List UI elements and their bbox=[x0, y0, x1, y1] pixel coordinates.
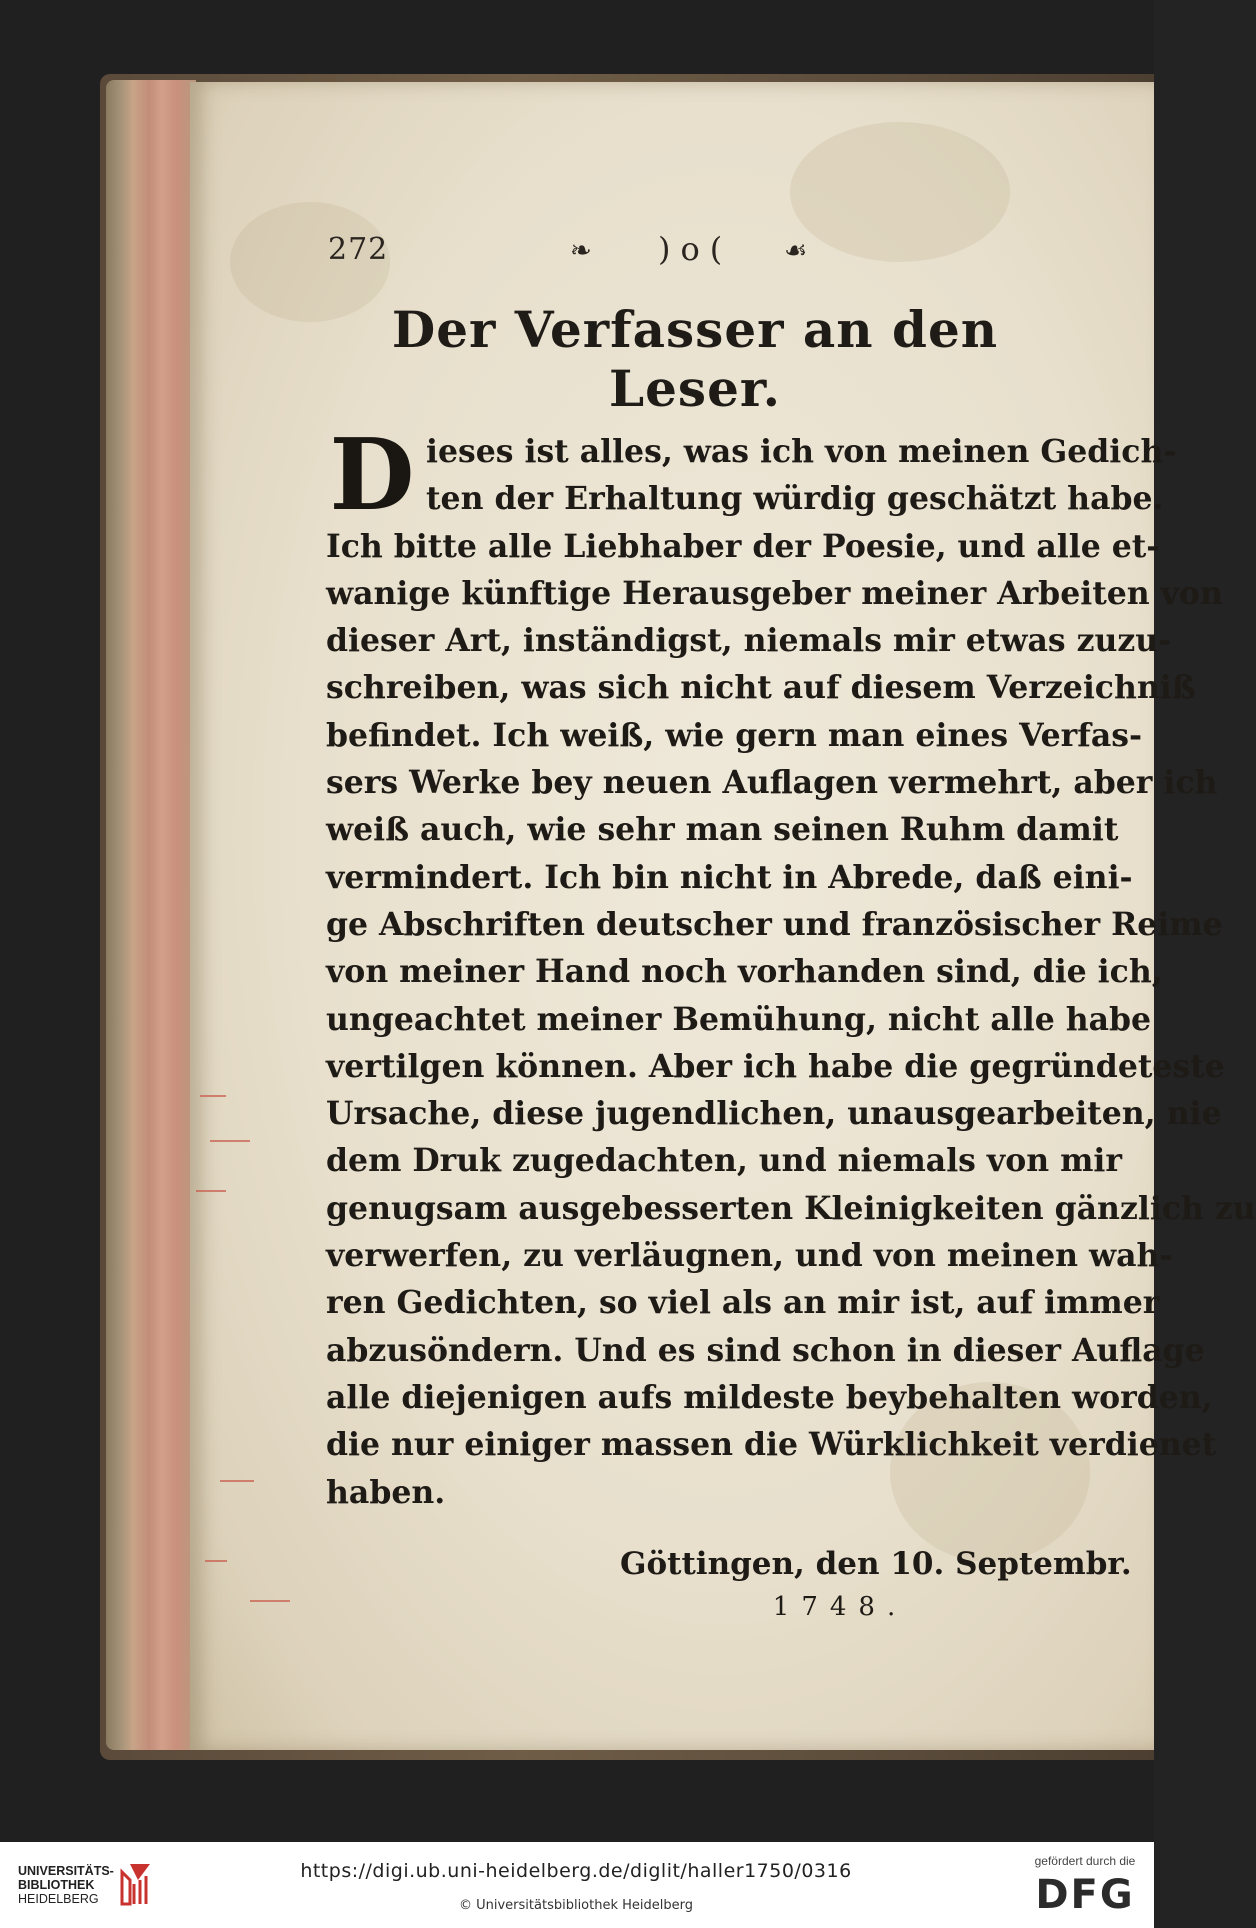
text-line: genugsam ausgebesserten Kleinigkeiten gänzlich zu bbox=[326, 1189, 1256, 1227]
dfg-logo: DFG bbox=[1035, 1872, 1135, 1918]
library-name-line-1: UNIVERSITÄTS- bbox=[18, 1864, 114, 1878]
body-text bbox=[326, 418, 1256, 1516]
library-name-line-2: BIBLIOTHEK bbox=[18, 1878, 95, 1892]
text-line: alle diejenigen aufs mildeste beybehalten worden, bbox=[326, 1378, 1213, 1416]
text-line: befindet. Ich weiß, wie gern man eines Verfas- bbox=[326, 716, 1143, 754]
signature-line: Göttingen, den 10. Septembr. bbox=[620, 1546, 1132, 1582]
copyright-notice: © Universitätsbibliothek Heidelberg bbox=[458, 1898, 693, 1913]
text-line: ge Abschriften deutscher und französischer Reime bbox=[326, 905, 1223, 943]
left-ornament-icon: ❧ bbox=[570, 236, 592, 266]
right-ornament-icon: ☙ bbox=[784, 236, 808, 266]
red-fleck bbox=[210, 1140, 250, 1142]
library-name-line-3: HEIDELBERG bbox=[18, 1892, 99, 1906]
text-line: von meiner Hand noch vorhanden sind, die ich, bbox=[326, 953, 1163, 991]
text-line: die nur einiger massen die Würklichkeit verdienet bbox=[326, 1426, 1217, 1464]
drop-cap: D bbox=[329, 418, 415, 533]
sponsor-text: gefördert durch die bbox=[1034, 1854, 1136, 1868]
text-line: verwerfen, zu verläugnen, und von meinen wah- bbox=[326, 1237, 1173, 1275]
red-fleck bbox=[205, 1560, 227, 1562]
text-line: haben. bbox=[326, 1473, 446, 1511]
footer-bar bbox=[0, 1842, 1154, 1928]
year-line: 1748. bbox=[772, 1592, 908, 1622]
page-number: 272 bbox=[328, 232, 389, 267]
text-line: dem Druk zugedachten, und niemals von mir bbox=[326, 1142, 1122, 1180]
text-line: schreiben, was sich nicht auf diesem Verzeichniß bbox=[326, 669, 1196, 707]
text-line: ieses ist alles, was ich von meinen Gedich- bbox=[426, 433, 1177, 470]
library-logo-icon bbox=[116, 1860, 160, 1908]
red-fleck bbox=[220, 1480, 254, 1482]
page-title: Der Verfasser an den Leser. bbox=[391, 300, 999, 418]
text-line: ren Gedichten, so viel als an mir ist, auf immer bbox=[326, 1284, 1160, 1322]
library-logo-text bbox=[18, 1864, 114, 1906]
text-line: abzusöndern. Und es sind schon in dieser Auflage bbox=[326, 1331, 1205, 1369]
red-fleck bbox=[200, 1095, 226, 1097]
text-line: vertilgen können. Aber ich habe die gegründeteste bbox=[326, 1047, 1225, 1085]
text-line: sers Werke bey neuen Auflagen vermehrt, aber ich bbox=[326, 764, 1218, 802]
text-line: Ursache, diese jugendlichen, unausgearbeiten, nie bbox=[326, 1095, 1222, 1133]
running-head bbox=[570, 226, 840, 270]
red-fleck bbox=[196, 1190, 226, 1192]
permalink-url[interactable]: https://digi.ub.uni-heidelberg.de/diglit/haller1750/0316 bbox=[300, 1860, 852, 1882]
text-line: ungeachtet meiner Bemühung, nicht alle habe bbox=[326, 1000, 1152, 1038]
page-edges bbox=[106, 80, 196, 1750]
text-line: wanige künftige Herausgeber meiner Arbeiten von bbox=[326, 574, 1223, 612]
red-fleck bbox=[250, 1600, 290, 1602]
text-line: ten der Erhaltung würdig geschätzt habe. bbox=[426, 480, 1164, 518]
text-line: Ich bitte alle Liebhaber der Poesie, und alle et- bbox=[326, 527, 1160, 565]
text-line: vermindert. Ich bin nicht in Abrede, daß eini- bbox=[326, 858, 1133, 896]
text-line: weiß auch, wie sehr man seinen Ruhm damit bbox=[326, 811, 1119, 849]
text-line: dieser Art, inständigst, niemals mir etwas zuzu- bbox=[326, 622, 1172, 660]
running-head-text: )o( bbox=[658, 230, 733, 268]
